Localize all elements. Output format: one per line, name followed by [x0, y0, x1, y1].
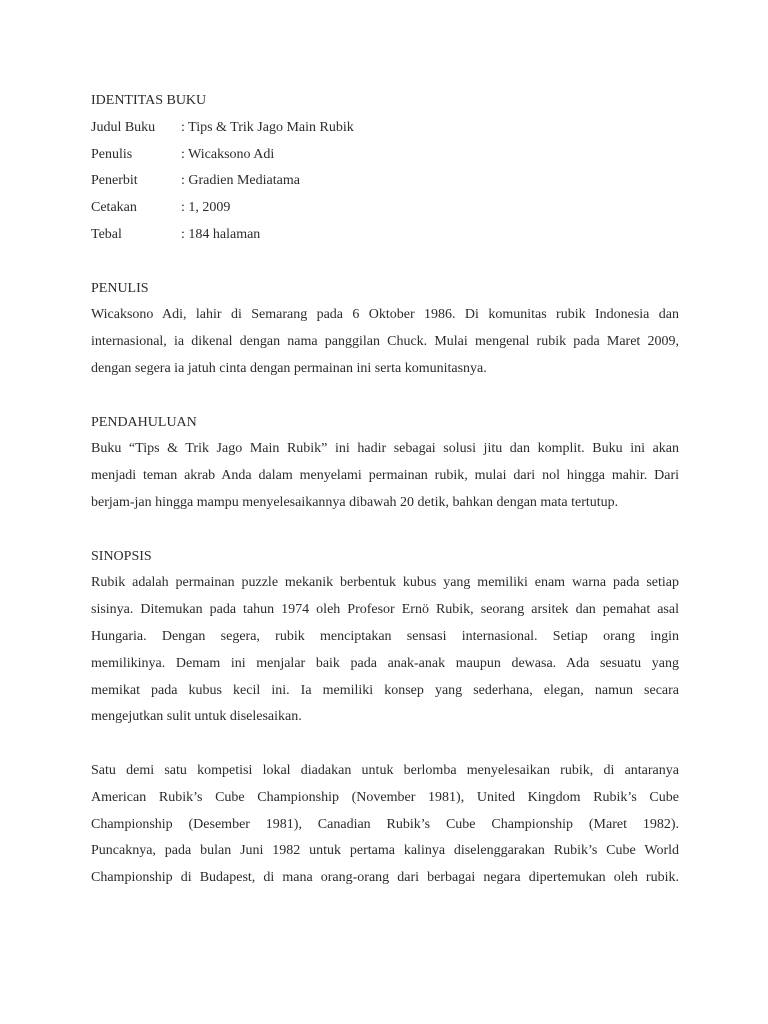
sinopsis-line: Puncaknya, pada bulan Juni 1982 untuk pertama kalinya diselenggarakan Rubik’s Cube World: [91, 843, 679, 859]
identitas-label: Tebal: [91, 226, 122, 242]
identitas-value: : 1, 2009: [181, 200, 231, 216]
sinopsis-line: memikat pada kubus kecil ini. Ia memiliki konsep yang sederhana, elegan, namun secara: [91, 682, 679, 698]
penulis-line: dengan segera ia jatuh cinta dengan permainan ini serta komunitasnya.: [91, 360, 487, 376]
sinopsis-line: Rubik adalah permainan puzzle mekanik berbentuk kubus yang memiliki enam warna pada setiap: [91, 575, 679, 591]
sinopsis-line: mengejutkan sulit untuk diselesaikan.: [91, 709, 302, 725]
identitas-label: Penerbit: [91, 173, 138, 189]
pendahuluan-line: menjadi teman akrab Anda dalam menyelami permainan rubik, mulai dari nol hingga mahir. Dari: [91, 468, 679, 484]
identitas-row-cetakan: [91, 195, 679, 222]
pendahuluan-line: berjam-jan hingga mampu menyelesaikannya dibawah 20 detik, bahkan dengan mata tertutup.: [91, 494, 619, 510]
penulis-line: internasional, ia dikenal dengan nama panggilan Chuck. Mulai mengenal rubik pada Maret 2009,: [91, 334, 679, 350]
identitas-row-judul: [91, 115, 679, 142]
spacer: [91, 383, 679, 410]
identitas-row-penulis: [91, 142, 679, 169]
pendahuluan-heading: PENDAHULUAN: [91, 414, 197, 430]
identitas-row-penerbit: [91, 168, 679, 195]
identitas-label: Cetakan: [91, 200, 137, 216]
identitas-value: : 184 halaman: [181, 226, 261, 242]
penulis-heading: PENULIS: [91, 280, 149, 296]
identitas-row-tebal: [91, 222, 679, 249]
identitas-value: : Wicaksono Adi: [181, 146, 275, 162]
spacer: [91, 731, 679, 758]
sinopsis-line: Satu demi satu kompetisi lokal diadakan untuk berlomba menyelesaikan rubik, di antaranya: [91, 762, 679, 778]
sinopsis-line: Championship (Desember 1981), Canadian Rubik’s Cube Championship (Maret 1982).: [91, 816, 679, 832]
penulis-line: Wicaksono Adi, lahir di Semarang pada 6 Oktober 1986. Di komunitas rubik Indonesia dan: [91, 307, 679, 323]
sinopsis-line: sisinya. Ditemukan pada tahun 1974 oleh Profesor Ernö Rubik, seorang arsitek dan pemahat asal: [91, 602, 679, 618]
identitas-value: : Gradien Mediatama: [181, 173, 300, 189]
sinopsis-line: Championship di Budapest, di mana orang-orang dari berbagai negara dipertemukan oleh rubik.: [91, 870, 679, 886]
document-body: [91, 88, 679, 892]
spacer: [91, 517, 679, 544]
sinopsis-line: Hungaria. Dengan segera, rubik menciptakan sensasi internasional. Setiap orang ingin: [91, 628, 679, 644]
sinopsis-heading: SINOPSIS: [91, 548, 152, 564]
identitas-value: : Tips & Trik Jago Main Rubik: [181, 119, 354, 135]
identitas-heading: IDENTITAS BUKU: [91, 93, 207, 108]
spacer: [91, 249, 679, 276]
sinopsis-line: memilikinya. Demam ini menjalar baik pada anak-anak maupun dewasa. Ada sesuatu yang: [91, 655, 679, 671]
sinopsis-line: American Rubik’s Cube Championship (November 1981), United Kingdom Rubik’s Cube: [91, 789, 679, 805]
identitas-label: Penulis: [91, 146, 133, 162]
identitas-label: Judul Buku: [91, 119, 156, 135]
pendahuluan-line: Buku “Tips & Trik Jago Main Rubik” ini hadir sebagai solusi jitu dan komplit. Buku ini akan: [91, 441, 679, 457]
